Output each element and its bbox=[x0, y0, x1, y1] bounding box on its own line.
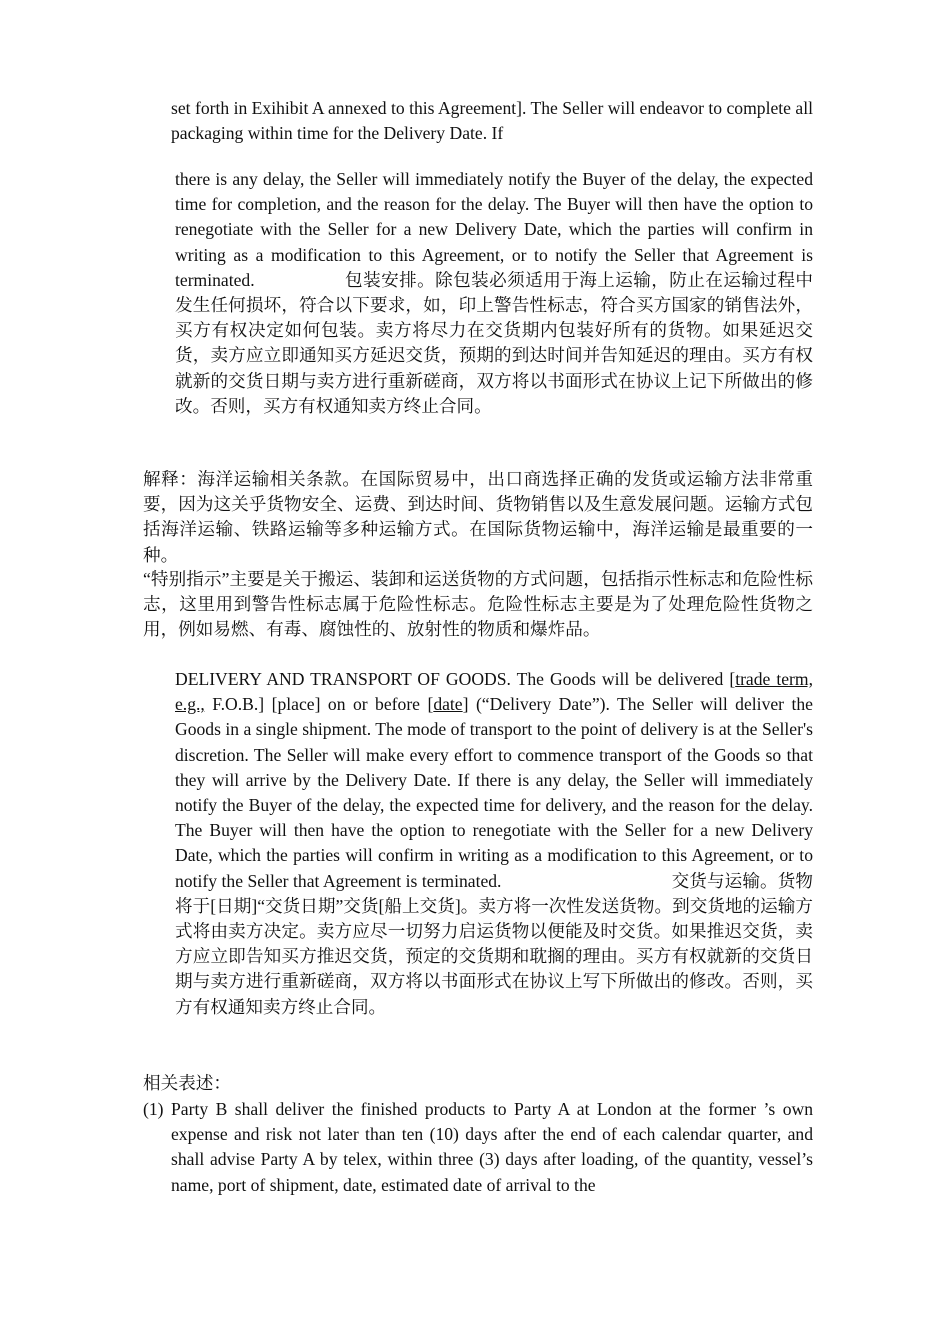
packaging-clause-en-part1: set forth in Exihibit A annexed to this Agreement]. The Seller will endeavor to complete all packaging within time for the Delivery Date. If bbox=[171, 98, 813, 144]
packaging-clause-en-text: there is any delay, the Seller will immediately notify the Buyer of the delay, the expected time for completion, and the reason for the delay. The Buyer will then have the option to renegotiate with the Seller for a new Delivery Date, which the parties will confirm in writing as a modification to this Agreement, or to notify the Seller that Agreement is terminated. bbox=[175, 169, 813, 290]
related-heading: 相关表述： bbox=[143, 1073, 231, 1093]
date-placeholder: date bbox=[433, 694, 463, 715]
explanation-paragraph-1: 解释：海洋运输相关条款。在国际贸易中，出口商选择正确的发货或运输方法非常重要，因为这关乎货物安全、运费、到达时间、货物销售以及生意发展问题。运输方式包括海洋运输、铁路运输等多种运输方式。在国际货物运输中，海洋运输是最重要的一种。 bbox=[143, 469, 813, 565]
list-item-number: (1) bbox=[143, 1099, 164, 1119]
trade-term-placeholder: trade term, e.g., bbox=[175, 669, 813, 715]
delivery-clause bbox=[175, 667, 813, 1020]
packaging-clause-en-part2 bbox=[175, 167, 813, 419]
delivery-clause-text-b: F.O.B.] [place] on or before [ bbox=[204, 694, 434, 715]
related-list-item bbox=[143, 1097, 813, 1207]
packaging-clause-zh: 包装安排。除包装必须适用于海上运输，防止在运输过程中发生任何损坏，符合以下要求，如，印上警告性标志，符合买方国家的销售法外，买方有权决定如何包装。卖方将尽力在交货期内包装好所有的货物。如果延迟交货，卖方应立即通知买方延迟交货，预期的到达时间并告知延迟的理由。买方有权就新的交货日期与卖方进行重新磋商，双方将以书面形式在协议上记下所做出的修改。否则，买方有权通知卖方终止合同。 bbox=[175, 269, 813, 416]
list-item-text: Party B shall deliver the finished products to Party A at London at the former ’s own expense and risk not later than ten (10) days after the end of each calendar quarter, and shall advise Party A by telex, within three (3) days after loading, of the quantity, vessel’s name, port of shipment, date, estimated date of arrival to the bbox=[171, 1099, 813, 1195]
delivery-clause-text-a: DELIVERY AND TRANSPORT OF GOODS. The Goods will be delivered [ bbox=[175, 669, 736, 689]
delivery-clause-text-c: ] (“Delivery Date”). The Seller will deliver the Goods in a single shipment. The mode of transport to the point of delivery is at the Seller's discretion. The Seller will make every effort to commence transport of the Goods so that they will arrive by the Delivery Date. If there is any delay, the Seller will immediately notify the Buyer of the delay, the expected time for delivery, and the reason for the delay. The Buyer will then have the option to renegotiate with the Seller for a new Delivery Date, which the parties will confirm in writing as a modification to this Agreement, or to notify the Seller that Agreement is terminated. bbox=[175, 694, 813, 891]
delivery-clause-zh: 交货与运输。货物将于[日期]“交货日期”交货[船上交货]。卖方将一次性发送货物。到交货地的运输方式将由卖方决定。卖方应尽一切努力启运货物以便能及时交货。如果推迟交货，卖方应立即告知买方推迟交货，预定的交货期和耽搁的理由。买方有权就新的交货日期与卖方进行重新磋商，双方将以书面形式在协议上写下所做出的修改。否则，买方有权通知卖方终止合同。 bbox=[175, 870, 813, 1017]
explanation-paragraph-2: “特别指示”主要是关于搬运、装卸和运送货物的方式问题，包括指示性标志和危险性标志，这里用到警告性标志属于危险性标志。危险性标志主要是为了处理危险性货物之用，例如易燃、有毒、腐蚀性的、放射性的物质和爆炸品。 bbox=[143, 569, 813, 640]
